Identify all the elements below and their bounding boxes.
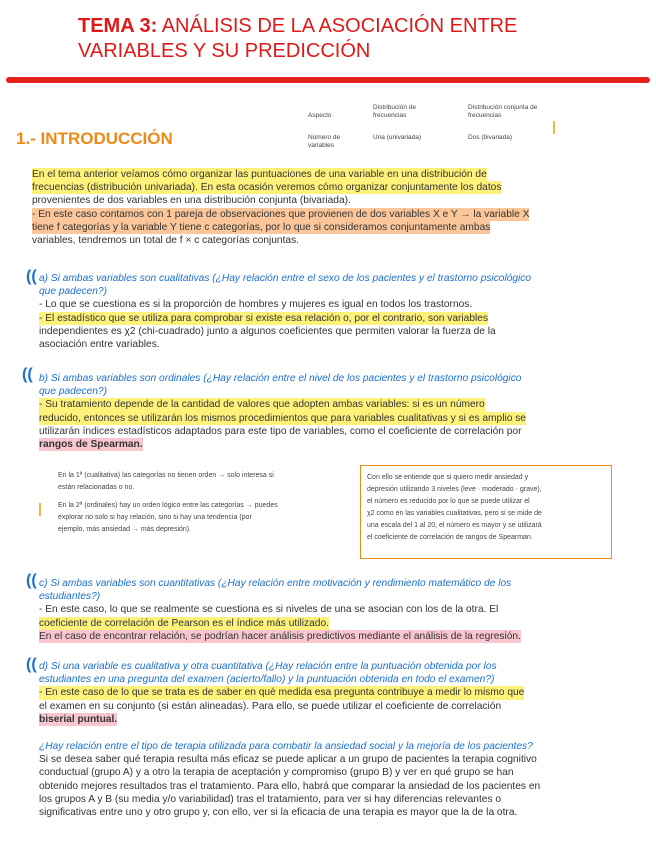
section-d-line: el examen en su conjunto (si están alineadas). Para ello, se puede utilizar el coeficiente de correlación [39,700,502,712]
note-line: En la 2ª (ordinales) hay un orden lógico entre las categorías → puedes [58,502,278,509]
box-line: Con ello se entiende que si quiero medir ansiedad y [367,474,529,481]
page-title [78,14,517,64]
section-d-line: biserial puntual. [39,713,118,725]
intro-line: En el tema anterior veíamos cómo organizar las puntuaciones de una variable en una distribución de [32,169,487,180]
section-c [39,577,629,643]
final-paragraph [39,740,629,819]
bracket-icon: (( [26,656,37,673]
table-cell: Número de variables [308,134,341,149]
note-line: ejemplo, más ansiedad → más depresión). [58,526,192,533]
table-cell: Distribución de frecuencias [373,104,416,119]
bracket-icon: (( [26,268,37,285]
spearman-note-box [360,465,612,559]
title-divider [6,77,650,83]
box-line: una escala del 1 al 20, el número es mayor y se utilizará [367,522,542,529]
section-b-heading: b) Si ambas variables son ordinales (¿Hay relación entre el nivel de los pacientes y el trastorno psicológico [39,373,522,384]
title-line1: ANÁLISIS DE LA ASOCIACIÓN ENTRE [157,15,518,37]
section-heading: 1.- INTRODUCCIÓN [16,129,173,148]
section-c-line: - En este caso, lo que se realmente se cuestiona es si niveles de una se asocian con los de la otra. El [39,604,499,616]
section-a-line: asociación entre variables. [39,339,160,351]
intro-line: - En este caso contamos con 1 pareja de observaciones que provienen de dos variables X e Y → la variable X [32,208,530,220]
section-c-line: En el caso de encontrar relación, se podrían hacer análisis predictivos mediante el análisis de la regresión. [39,630,521,642]
title-prefix: TEMA 3: [78,15,158,37]
note-line: explorar no solo si hay relación, sino si hay una tendencia (por [58,514,252,521]
section-a-heading-cont: que padecen?) [39,286,107,298]
section-d-heading-cont: estudiantes en una pregunta del examen (acierto/fallo) y la puntuación obtenida en todo el examen?) [39,674,495,686]
box-line: el número es reducido por lo que se puede utilizar el [367,498,530,505]
final-line: significativas entre uno y otro grupo y, con ello, ver si la eficacia de una terapia es mayor que la de la otra. [39,807,518,819]
comparison-table [308,100,608,150]
bracket-icon: (( [26,572,37,589]
section-b [39,372,629,451]
box-line: el coeficiente de correlación de rangos de Spearman. [367,534,533,541]
title-line2: VARIABLES Y SU PREDICCIÓN [78,40,371,62]
final-line: Si se desea saber qué terapia resulta más eficaz se puede aplicar a un grupo de pacientes la terapia cognitivo [39,754,537,766]
notes-block [58,470,348,536]
box-line: depresión utilizando 3 niveles (leve · moderado · grave), [367,486,542,493]
final-question: ¿Hay relación entre el tipo de terapia utilizada para combatir la ansiedad social y la mejoría de los pacientes? [39,741,533,752]
marker-icon: | [552,118,556,134]
section-a-line: - El estadístico que se utiliza para comprobar si existe esa relación o, por el contrario, son variables [39,312,489,324]
final-line: conductual (grupo A) y a otro la terapia de aceptación y compromiso (grupo B) y ver en qué grupo se han [39,767,514,779]
final-line: obtenido mejores resultados tras el tratamiento. Para ello, habrá que comparar la ansiedad de los pacientes en [39,780,541,792]
section-d [39,660,629,726]
marker-icon: | [38,500,42,516]
section-d-heading: d) Si una variable es cualitativa y otra cuantitativa (¿Hay relación entre la puntuación obtenida por los [39,661,497,672]
intro-line: provenientes de dos variables en una distribución conjunta (bivariada). [32,195,351,207]
box-line: χ2 como en las variables cualitativas, pero si se mide de [367,510,542,517]
intro-line: tiene f categorías y la variable Y tiene c categorías, por lo que si consideramos conjuntamente ambas [32,221,491,233]
section-a-line: - Lo que se cuestiona es si la proporción de hombres y mujeres es igual en todos los trastornos. [39,299,473,311]
section-a-heading: a) Si ambas variables son cualitativas (¿Hay relación entre el sexo de los pacientes y el trastorno psicológico [39,273,532,284]
intro-line: variables, tendremos un total de f × c categorías conjuntas. [32,235,300,247]
section-d-line: - En este caso de lo que se trata es de saber en qué medida esa pregunta contribuye a medir lo mismo que [39,687,525,699]
table-cell: Aspecto [308,112,332,119]
bracket-icon: (( [22,366,33,383]
section-c-heading: c) Si ambas variables son cuantitativas (¿Hay relación entre motivación y rendimiento matemático de los [39,578,512,589]
section-c-heading-cont: estudiantes?) [39,591,101,603]
intro-paragraph [32,168,632,247]
section-b-line: utilizarán índices estadísticos adaptados para este tipo de variables, como el coeficiente de correlación por [39,425,522,437]
table-cell: Distribución conjunta de frecuencias [468,104,538,119]
section-a [39,272,629,351]
section-b-line: reducido, entonces se utilizarán los mismos procedimientos que para variables cualitativas y si es amplio se [39,412,526,424]
final-line: los grupos A y B (su media y/o variabilidad) tras el tratamiento, para ver si hay diferencias relevantes o [39,793,502,805]
section-a-line: independientes es χ2 (chi-cuadrado) junto a algunos coeficientes que permiten valorar la fuerza de la [39,325,496,337]
note-line: En la 1ª (cualitativa) las categorías no tienen orden → solo interesa si [58,472,274,479]
table-cell: Dos (bivariada) [468,134,513,141]
section-b-heading-cont: que padecen?) [39,386,107,398]
section-c-line: coeficiente de correlación de Pearson es el índice más utilizado. [39,617,329,629]
table-cell: Una (univariada) [373,134,422,141]
section-b-line: - Su tratamiento depende de la cantidad de valores que adopten ambas variables: si es un número [39,399,485,411]
section-b-line: rangos de Spearman. [39,439,143,451]
note-line: están relacionadas o no. [58,484,135,491]
intro-line: frecuencias (distribución univariada). En esta ocasión veremos cómo organizar conjuntamente los datos [32,182,502,194]
